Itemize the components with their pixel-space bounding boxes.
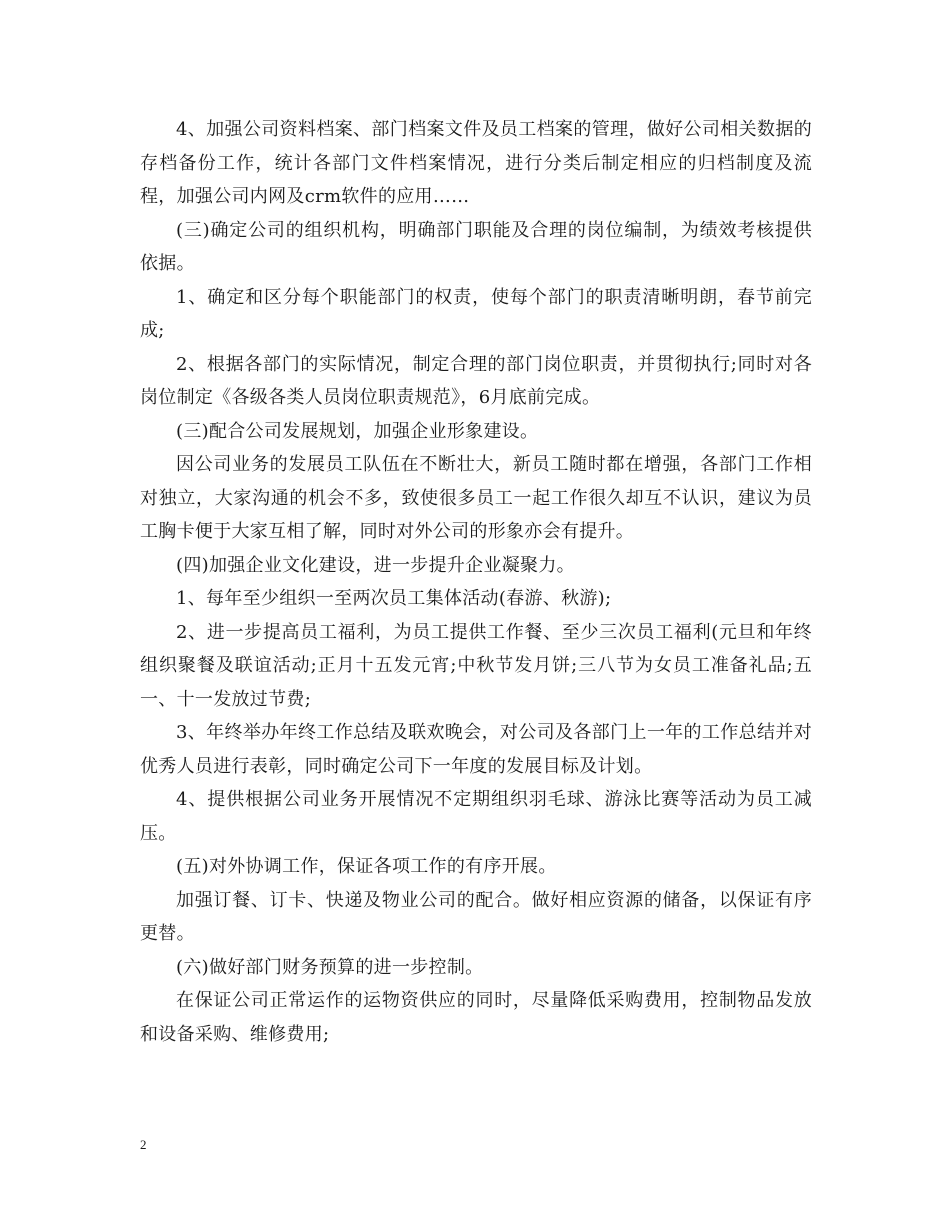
paragraph: 加强订餐、订卡、快递及物业公司的配合。做好相应资源的储备，以保证有序更替。 xyxy=(140,889,812,944)
paragraph: 在保证公司正常运作的运物资供应的同时，尽量降低采购费用，控制物品发放和设备采购、维修费用; xyxy=(140,990,812,1045)
section-heading: (六)做好部门财务预算的进一步控制。 xyxy=(176,956,484,978)
page-number: 2 xyxy=(140,1137,147,1152)
section-heading: (三)确定公司的组织机构，明确部门职能及合理的岗位编制，为绩效考核提供依据。 xyxy=(140,219,812,274)
paragraph: 2、根据各部门的实际情况，制定合理的部门岗位职责，并贯彻执行;同时对各岗位制定《各级各类人员岗位职责规范》，6月底前完成。 xyxy=(140,353,812,408)
paragraph: 2、进一步提高员工福利，为员工提供工作餐、至少三次员工福利(元旦和年终组织聚餐及联谊活动;正月十五发元宵;中秋节发月饼;三八节为女员工准备礼品;五一、十一发放过节费; xyxy=(140,621,812,710)
document-body xyxy=(140,113,812,1051)
paragraph: 1、确定和区分每个职能部门的权责，使每个部门的职责清晰明朗，春节前完成; xyxy=(140,286,812,341)
paragraph: 1、每年至少组织一至两次员工集体活动(春游、秋游); xyxy=(176,588,612,609)
section-heading: (五)对外协调工作，保证各项工作的有序开展。 xyxy=(176,856,557,877)
paragraph: 4、提供根据公司业务开展情况不定期组织羽毛球、游泳比赛等活动为员工减压。 xyxy=(140,789,812,844)
section-heading: (三)配合公司发展规划，加强企业形象建设。 xyxy=(176,420,539,442)
paragraph: 3、年终举办年终工作总结及联欢晚会，对公司及各部门上一年的工作总结并对优秀人员进行表彰，同时确定公司下一年度的发展目标及计划。 xyxy=(140,722,812,777)
paragraph: 因公司业务的发展员工队伍在不断壮大，新员工随时都在增强，各部门工作相对独立，大家沟通的机会不多，致使很多员工一起工作很久却互不认识，建议为员工胸卡便于大家互相了解，同时对外公司的形象亦会有提升。 xyxy=(140,454,812,542)
section-heading: (四)加强企业文化建设，进一步提升企业凝聚力。 xyxy=(176,554,575,576)
paragraph: 4、加强公司资料档案、部门档案文件及员工档案的管理，做好公司相关数据的存档备份工作，统计各部门文件档案情况，进行分类后制定相应的归档制度及流程，加强公司内网及crm软件的应用…… xyxy=(140,119,812,207)
